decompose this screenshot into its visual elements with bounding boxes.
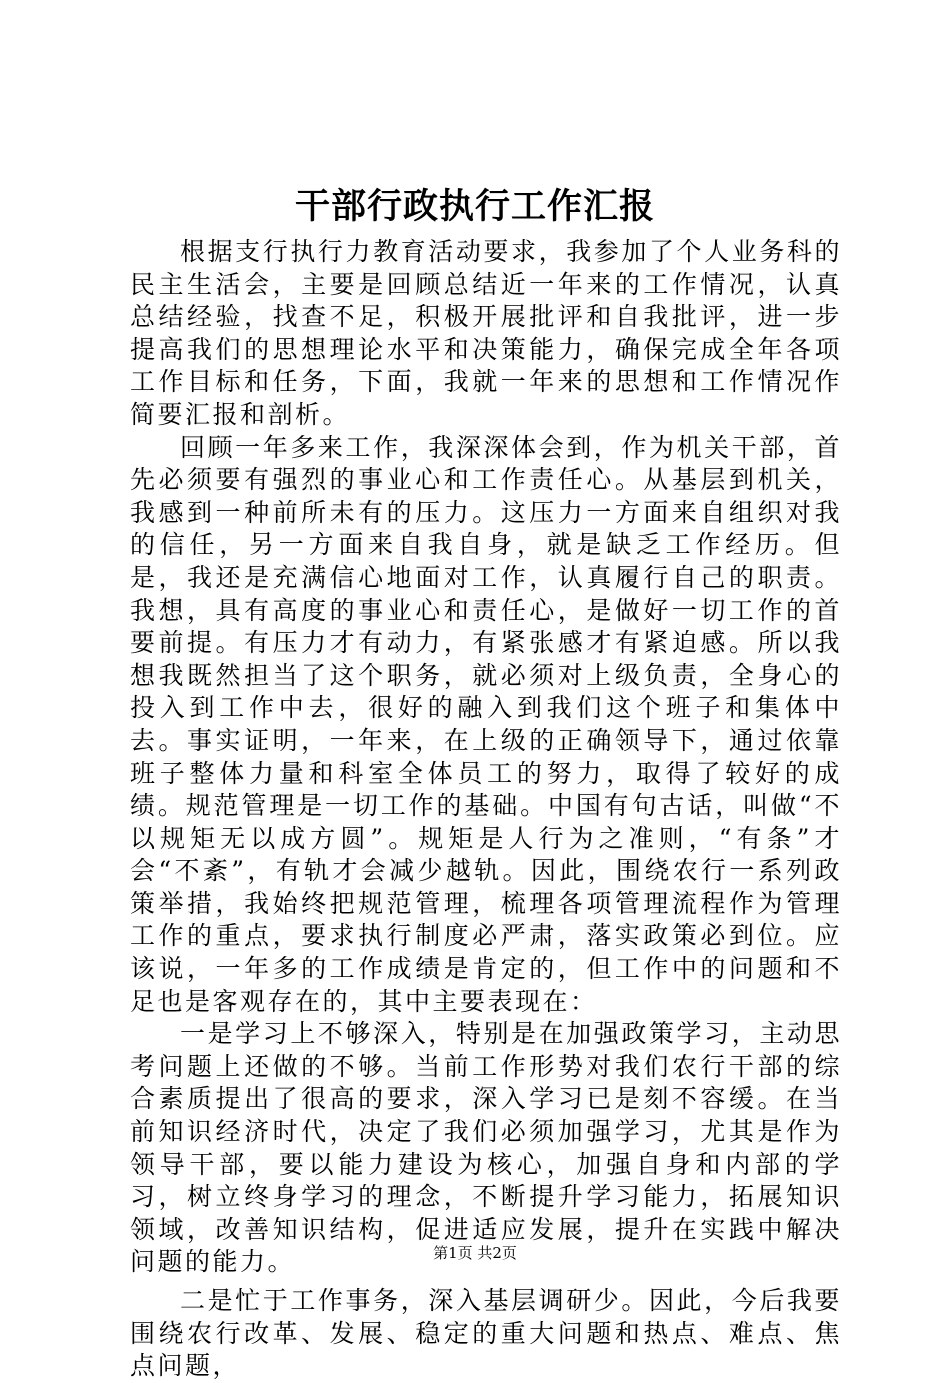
document-title: 干部行政执行工作汇报 <box>294 186 655 227</box>
page-number-footer: 第1页 共2页 <box>433 1244 517 1262</box>
document-body <box>130 236 842 1383</box>
paragraph-issue-study: 一是学习上不够深入，特别是在加强政策学习，主动思考问题上还做的不够。当前工作形势对我们农行干部的综合素质提出了很高的要求，深入学习已是刻不容缓。在当前知识经济时代，决定了我们必须加强学习，尤其是作为领导干部，要以能力建设为核心，加强自身和内部的学习，树立终身学习的理念，不断提升学习能力，拓展知识领域，改善知识结构，促进适应发展，提升在实践中解决问题的能力。 <box>130 1019 842 1277</box>
paragraph-issue-research: 二是忙于工作事务，深入基层调研少。因此，今后我要围绕农行改革、发展、稳定的重大问题和热点、难点、焦点问题， <box>130 1286 842 1381</box>
paragraph-review: 回顾一年多来工作，我深深体会到，作为机关干部，首先必须要有强烈的事业心和工作责任心。从基层到机关，我感到一种前所未有的压力。这压力一方面来自组织对我的信任，另一方面来自我自身，就是缺乏工作经历。但是，我还是充满信心地面对工作，认真履行自己的职责。我想，具有高度的事业心和责任心，是做好一切工作的首要前提。有压力才有动力，有紧张感才有紧迫感。所以我想我既然担当了这个职务，就必须对上级负责，全身心的投入到工作中去，很好的融入到我们这个班子和集体中去。事实证明，一年来，在上级的正确领导下，通过依靠班子整体力量和科室全体员工的努力，取得了较好的成绩。规范管理是一切工作的基础。中国有句古话，叫做“不以规矩无以成方圆”。规矩是人行为之准则，“有条”才会“不紊”，有轨才会减少越轨。因此，围绕农行一系列政策举措，我始终把规范管理，梳理各项管理流程作为管理工作的重点，要求执行制度必严肃，落实政策必到位。应该说，一年多的工作成绩是肯定的，但工作中的问题和不足也是客观存在的，其中主要表现在： <box>130 432 842 1016</box>
paragraph-intro: 根据支行执行力教育活动要求，我参加了个人业务科的民主生活会，主要是回顾总结近一年来的工作情况，认真总结经验，找查不足，积极开展批评和自我批评，进一步提高我们的思想理论水平和决策能力，确保完成全年各项工作目标和任务，下面，我就一年来的思想和工作情况作简要汇报和剖析。 <box>130 237 842 429</box>
